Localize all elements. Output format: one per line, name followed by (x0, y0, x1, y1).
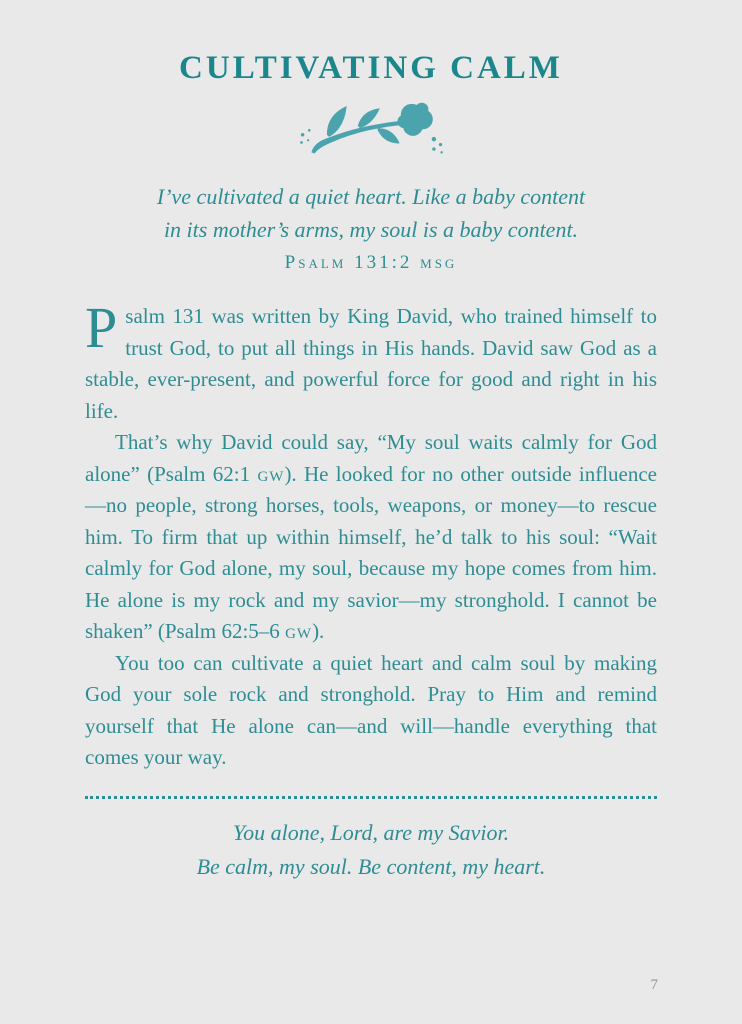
drop-cap: P (85, 295, 118, 360)
epigraph-line-2: in its mother’s arms, my soul is a baby content. (163, 217, 579, 242)
epigraph-citation: Psalm 131:2 msg (284, 252, 458, 273)
paragraph-1-text: salm 131 was written by King David, who trained himself to trust God, to put all things in His hands. David saw God as a stable, ever-present, and powerful force for good and right in his life. (85, 304, 657, 423)
ornament-container (0, 95, 742, 164)
epigraph-line-1: I’ve cultivated a quiet heart. Like a baby content (156, 184, 586, 209)
paragraph-2: That’s why David could say, “My soul waits calmly for God alone” (Psalm 62:1 gw). He looked for no other outside influence—no people, strong horses, tools, weapons, or money—to rescue him. To firm that up within himself, he’d talk to his soul: “Wait calmly for God alone, my soul, because my hope comes from him. He alone is my rock and my savior—my stronghold. I cannot be shaken” (Psalm 62:5–6 gw). (85, 430, 657, 643)
prayer-line-2: Be calm, my soul. Be content, my heart. (196, 853, 546, 879)
page-title: CULTIVATING CALM (179, 50, 563, 86)
closing-prayer (0, 816, 742, 884)
rose-sprig-icon (293, 95, 449, 159)
prayer-line-1: You alone, Lord, are my Savior. (232, 819, 510, 845)
dotted-divider (85, 796, 657, 799)
body-text (85, 295, 657, 774)
page-number: 7 (650, 977, 658, 993)
epigraph (0, 180, 742, 275)
paragraph-3: You too can cultivate a quiet heart and calm soul by making God your sole rock and stronghold. Pray to Him and remind yourself that He alone can—and will—handle everything that comes your way. (85, 650, 657, 769)
paragraph-1 (85, 295, 657, 427)
